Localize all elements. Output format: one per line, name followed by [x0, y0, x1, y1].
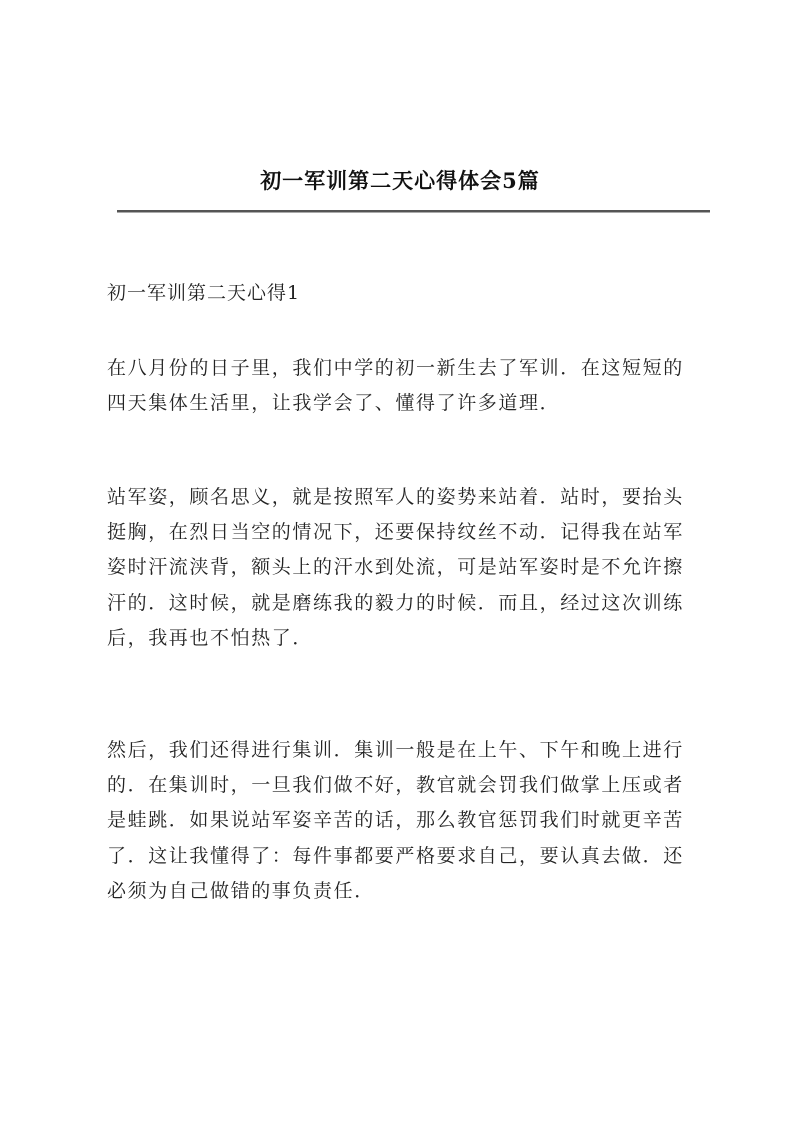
paragraph-line: 挺胸，在烈日当空的情况下，还要保持纹丝不动．记得我在站军: [107, 521, 684, 544]
title-divider: [117, 210, 710, 213]
paragraph-line: 必须为自己做错的事负责任．: [107, 879, 375, 902]
paragraph-line: 姿时汗流浃背，额头上的汗水到处流，可是站军姿时是不允许擦: [107, 556, 684, 579]
paragraph-line: 汗的．这时候，就是磨练我的毅力的时候．而且，经过这次训练: [107, 591, 684, 614]
paragraph-line: 四天集体生活里，让我学会了、懂得了许多道理．: [107, 392, 561, 415]
paragraph-line: 是蛙跳．如果说站军姿辛苦的话，那么教官惩罚我们时就更辛苦: [107, 809, 684, 832]
paragraph-line: 然后，我们还得进行集训．集训一般是在上午、下午和晚上进行: [107, 739, 684, 761]
paragraph-3: [107, 733, 717, 909]
paragraph-2: [107, 480, 717, 656]
paragraph-line: 在八月份的日子里，我们中学的初一新生去了军训．在这短短的: [107, 357, 684, 379]
paragraph-line: 站军姿，顾名思义，就是按照军人的姿势来站着．站时，要抬头: [107, 486, 684, 508]
section-heading: 初一军训第二天心得1: [107, 282, 301, 304]
paragraph-1: [107, 351, 717, 421]
document-title: 初一军训第二天心得体会5篇: [260, 168, 540, 193]
paragraph-line: 后，我再也不怕热了．: [107, 626, 314, 649]
paragraph-line: 了．这让我懂得了：每件事都要严格要求自己，要认真去做．还: [107, 844, 684, 867]
paragraph-line: 的．在集训时，一旦我们做不好，教官就会罚我们做掌上压或者: [107, 774, 684, 797]
